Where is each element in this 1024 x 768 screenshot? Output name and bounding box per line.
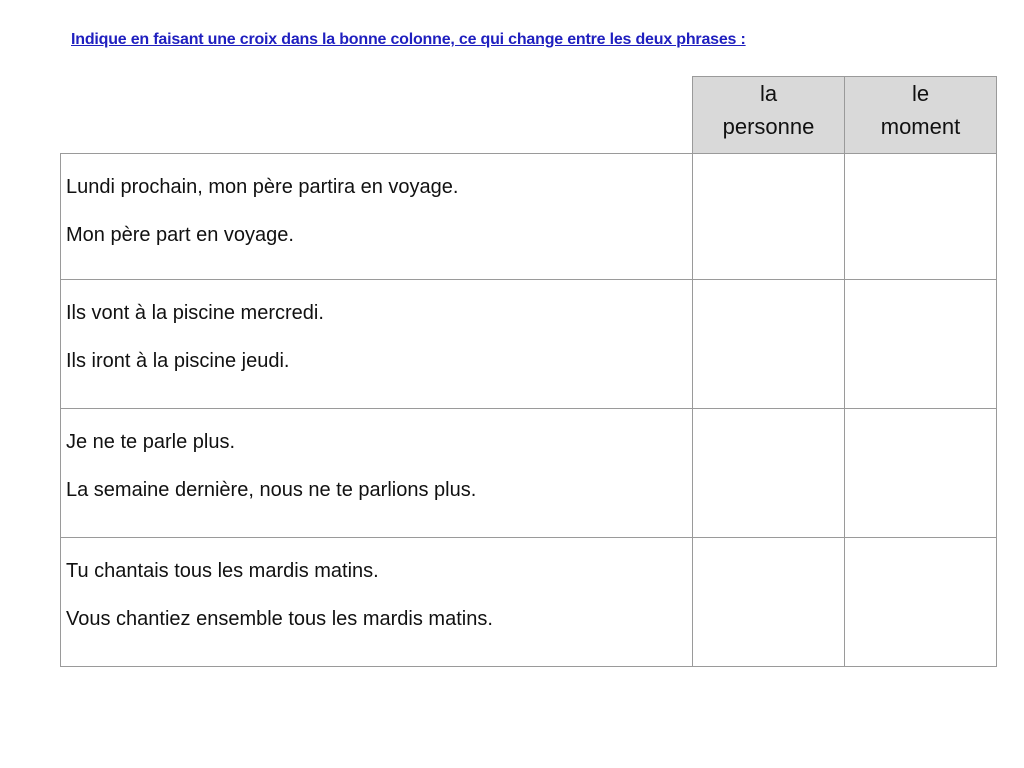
- empty-corner-cell: [61, 77, 693, 154]
- header-line: le: [911, 81, 930, 106]
- table-row: [61, 154, 997, 280]
- check-cell-le-moment[interactable]: [845, 280, 997, 409]
- check-cell-le-moment[interactable]: [845, 538, 997, 667]
- check-cell-la-personne[interactable]: [693, 154, 845, 280]
- sentence-1: Ils vont à la piscine mercredi.: [66, 302, 324, 324]
- check-cell-la-personne[interactable]: [693, 538, 845, 667]
- sentence-pair-cell: [61, 538, 693, 667]
- header-line: la: [759, 81, 778, 106]
- exercise-table: [60, 76, 997, 667]
- header-line: moment: [880, 114, 961, 139]
- sentence-pair-cell: [61, 280, 693, 409]
- sentence-pair-cell: [61, 409, 693, 538]
- sentence-1: Tu chantais tous les mardis matins.: [66, 560, 379, 582]
- header-line: personne: [722, 114, 815, 139]
- sentence-1: Lundi prochain, mon père partira en voyage.: [66, 176, 459, 198]
- sentence-2: Ils iront à la piscine jeudi.: [66, 350, 290, 372]
- check-cell-le-moment[interactable]: [845, 154, 997, 280]
- header-row: [61, 77, 997, 154]
- sentence-pair-cell: [61, 154, 693, 280]
- sentence-2: Mon père part en voyage.: [66, 224, 294, 246]
- table-row: [61, 409, 997, 538]
- table-row: [61, 538, 997, 667]
- table-row: [61, 280, 997, 409]
- sentence-2: La semaine dernière, nous ne te parlions plus.: [66, 479, 477, 501]
- sentence-2: Vous chantiez ensemble tous les mardis matins.: [66, 608, 493, 630]
- column-header-la-personne: [693, 77, 845, 154]
- check-cell-la-personne[interactable]: [693, 409, 845, 538]
- check-cell-la-personne[interactable]: [693, 280, 845, 409]
- sentence-1: Je ne te parle plus.: [66, 431, 235, 453]
- column-header-le-moment: [845, 77, 997, 154]
- check-cell-le-moment[interactable]: [845, 409, 997, 538]
- exercise-instruction: Indique en faisant une croix dans la bonne colonne, ce qui change entre les deux phrases :: [71, 31, 746, 48]
